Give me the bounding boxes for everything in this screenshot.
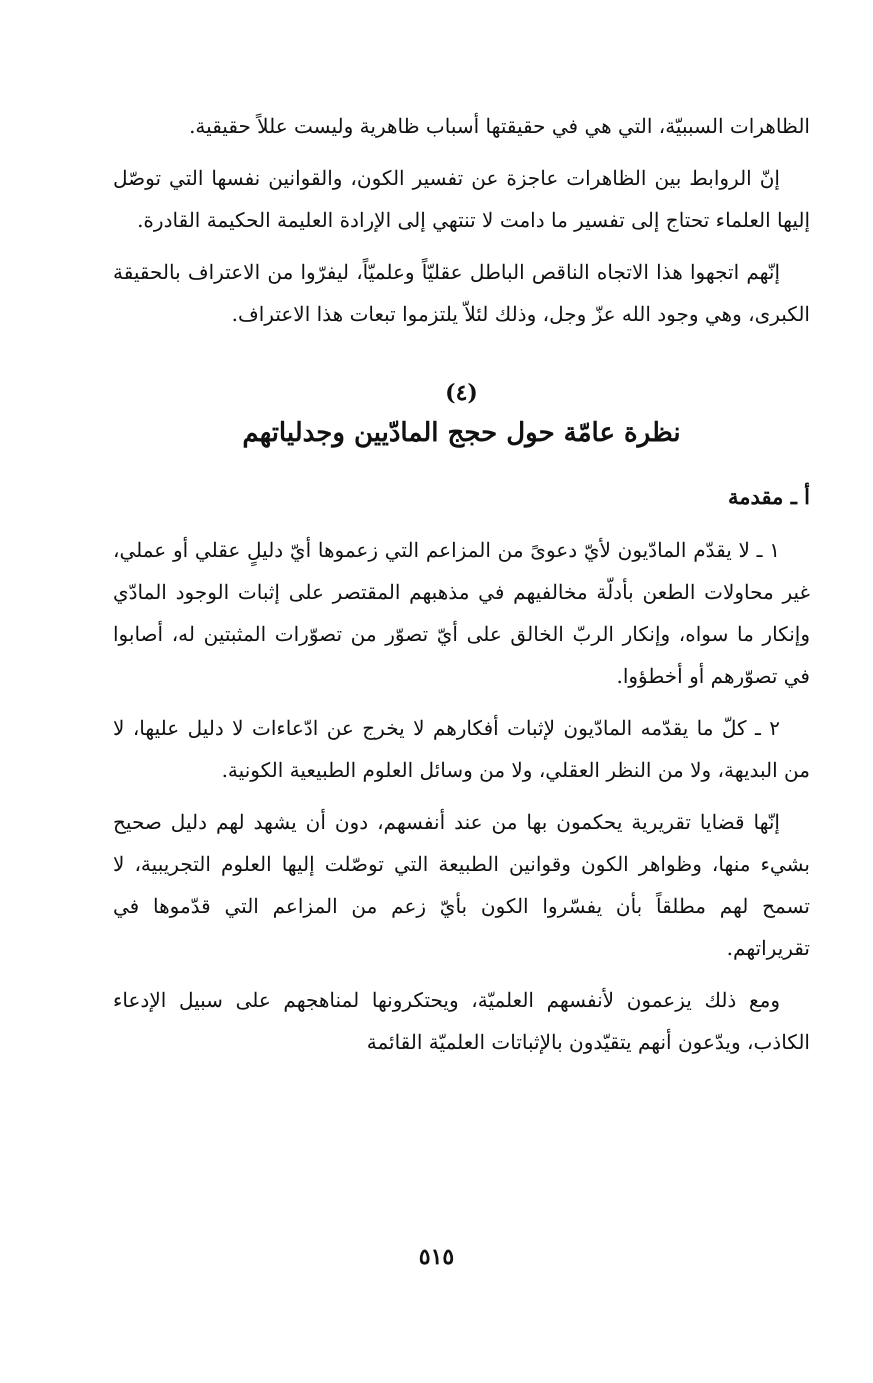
paragraph-claim-scientific: ومع ذلك يزعمون لأنفسهم العلميّة، ويحتكرونها لمناهجهم على سبيل الإدعاء الكاذب، ويدّعون أنهم يتقيّدون بالإثباتات العلميّة القائمة bbox=[113, 988, 810, 1054]
page-number: ٥١٥ bbox=[418, 1244, 455, 1270]
chapter-title: نظرة عامّة حول حجج المادّيين وجدلياتهم bbox=[242, 418, 681, 448]
chapter-number: (٤) bbox=[445, 380, 478, 406]
paragraph-declarative-claims: إنّها قضايا تقريرية يحكمون بها من عند أنفسهم، دون أن يشهد لهم دليل صحيح بشيء منها، وظواهر الكون وقوانين الطبيعة التي توصّلت إليها العلوم التجريبية، لا تسمح لهم مطلقاً بأن يفسّروا الكون بأيّ زعم من المزاعم التي قدّموها في تقريراتهم. bbox=[113, 810, 810, 960]
paragraph-materialist-direction: إنّهم اتجهوا هذا الاتجاه الناقص الباطل عقليّاً وعلميّاً، ليفرّوا من الاعتراف بالحقيقة الكبرى، وهي وجود الله عزّ وجل، وذلك لئلاّ يلتزموا تبعات هذا الاعتراف. bbox=[113, 260, 810, 326]
paragraph-continuation: الظاهرات السببيّة، التي هي في حقيقتها أسباب ظاهرية وليست عللاً حقيقية. bbox=[189, 114, 810, 138]
paragraph-point-2: ٢ ـ كلّ ما يقدّمه المادّيون لإثبات أفكارهم لا يخرج عن ادّعاءات لا دليل عليها، لا من البديهة، ولا من النظر العقلي، ولا من وسائل العلوم الطبيعية الكونية. bbox=[113, 716, 810, 782]
section-title: أ ـ مقدمة bbox=[727, 484, 810, 509]
page-body bbox=[113, 105, 810, 1063]
paragraph-links-between-phenomena: إنّ الروابط بين الظاهرات عاجزة عن تفسير الكون، والقوانين نفسها التي توصّل إليها العلماء تحتاج إلى تفسير ما دامت لا تنتهي إلى الإرادة العليمة الحكيمة القادرة. bbox=[113, 166, 810, 232]
paragraph-point-1: ١ ـ لا يقدّم المادّيون لأيّ دعوىً من المزاعم التي زعموها أيّ دليلٍ عقلي أو عملي، غير محاولات الطعن بأدلّة مخالفيهم في مذهبهم المقتصر على إثبات الوجود المادّي وإنكار ما سواه، وإنكار الربّ الخالق على أيّ تصوّر من تصوّرات المثبتين له، أصابوا في تصوّرهم أو أخطؤوا. bbox=[113, 538, 810, 688]
